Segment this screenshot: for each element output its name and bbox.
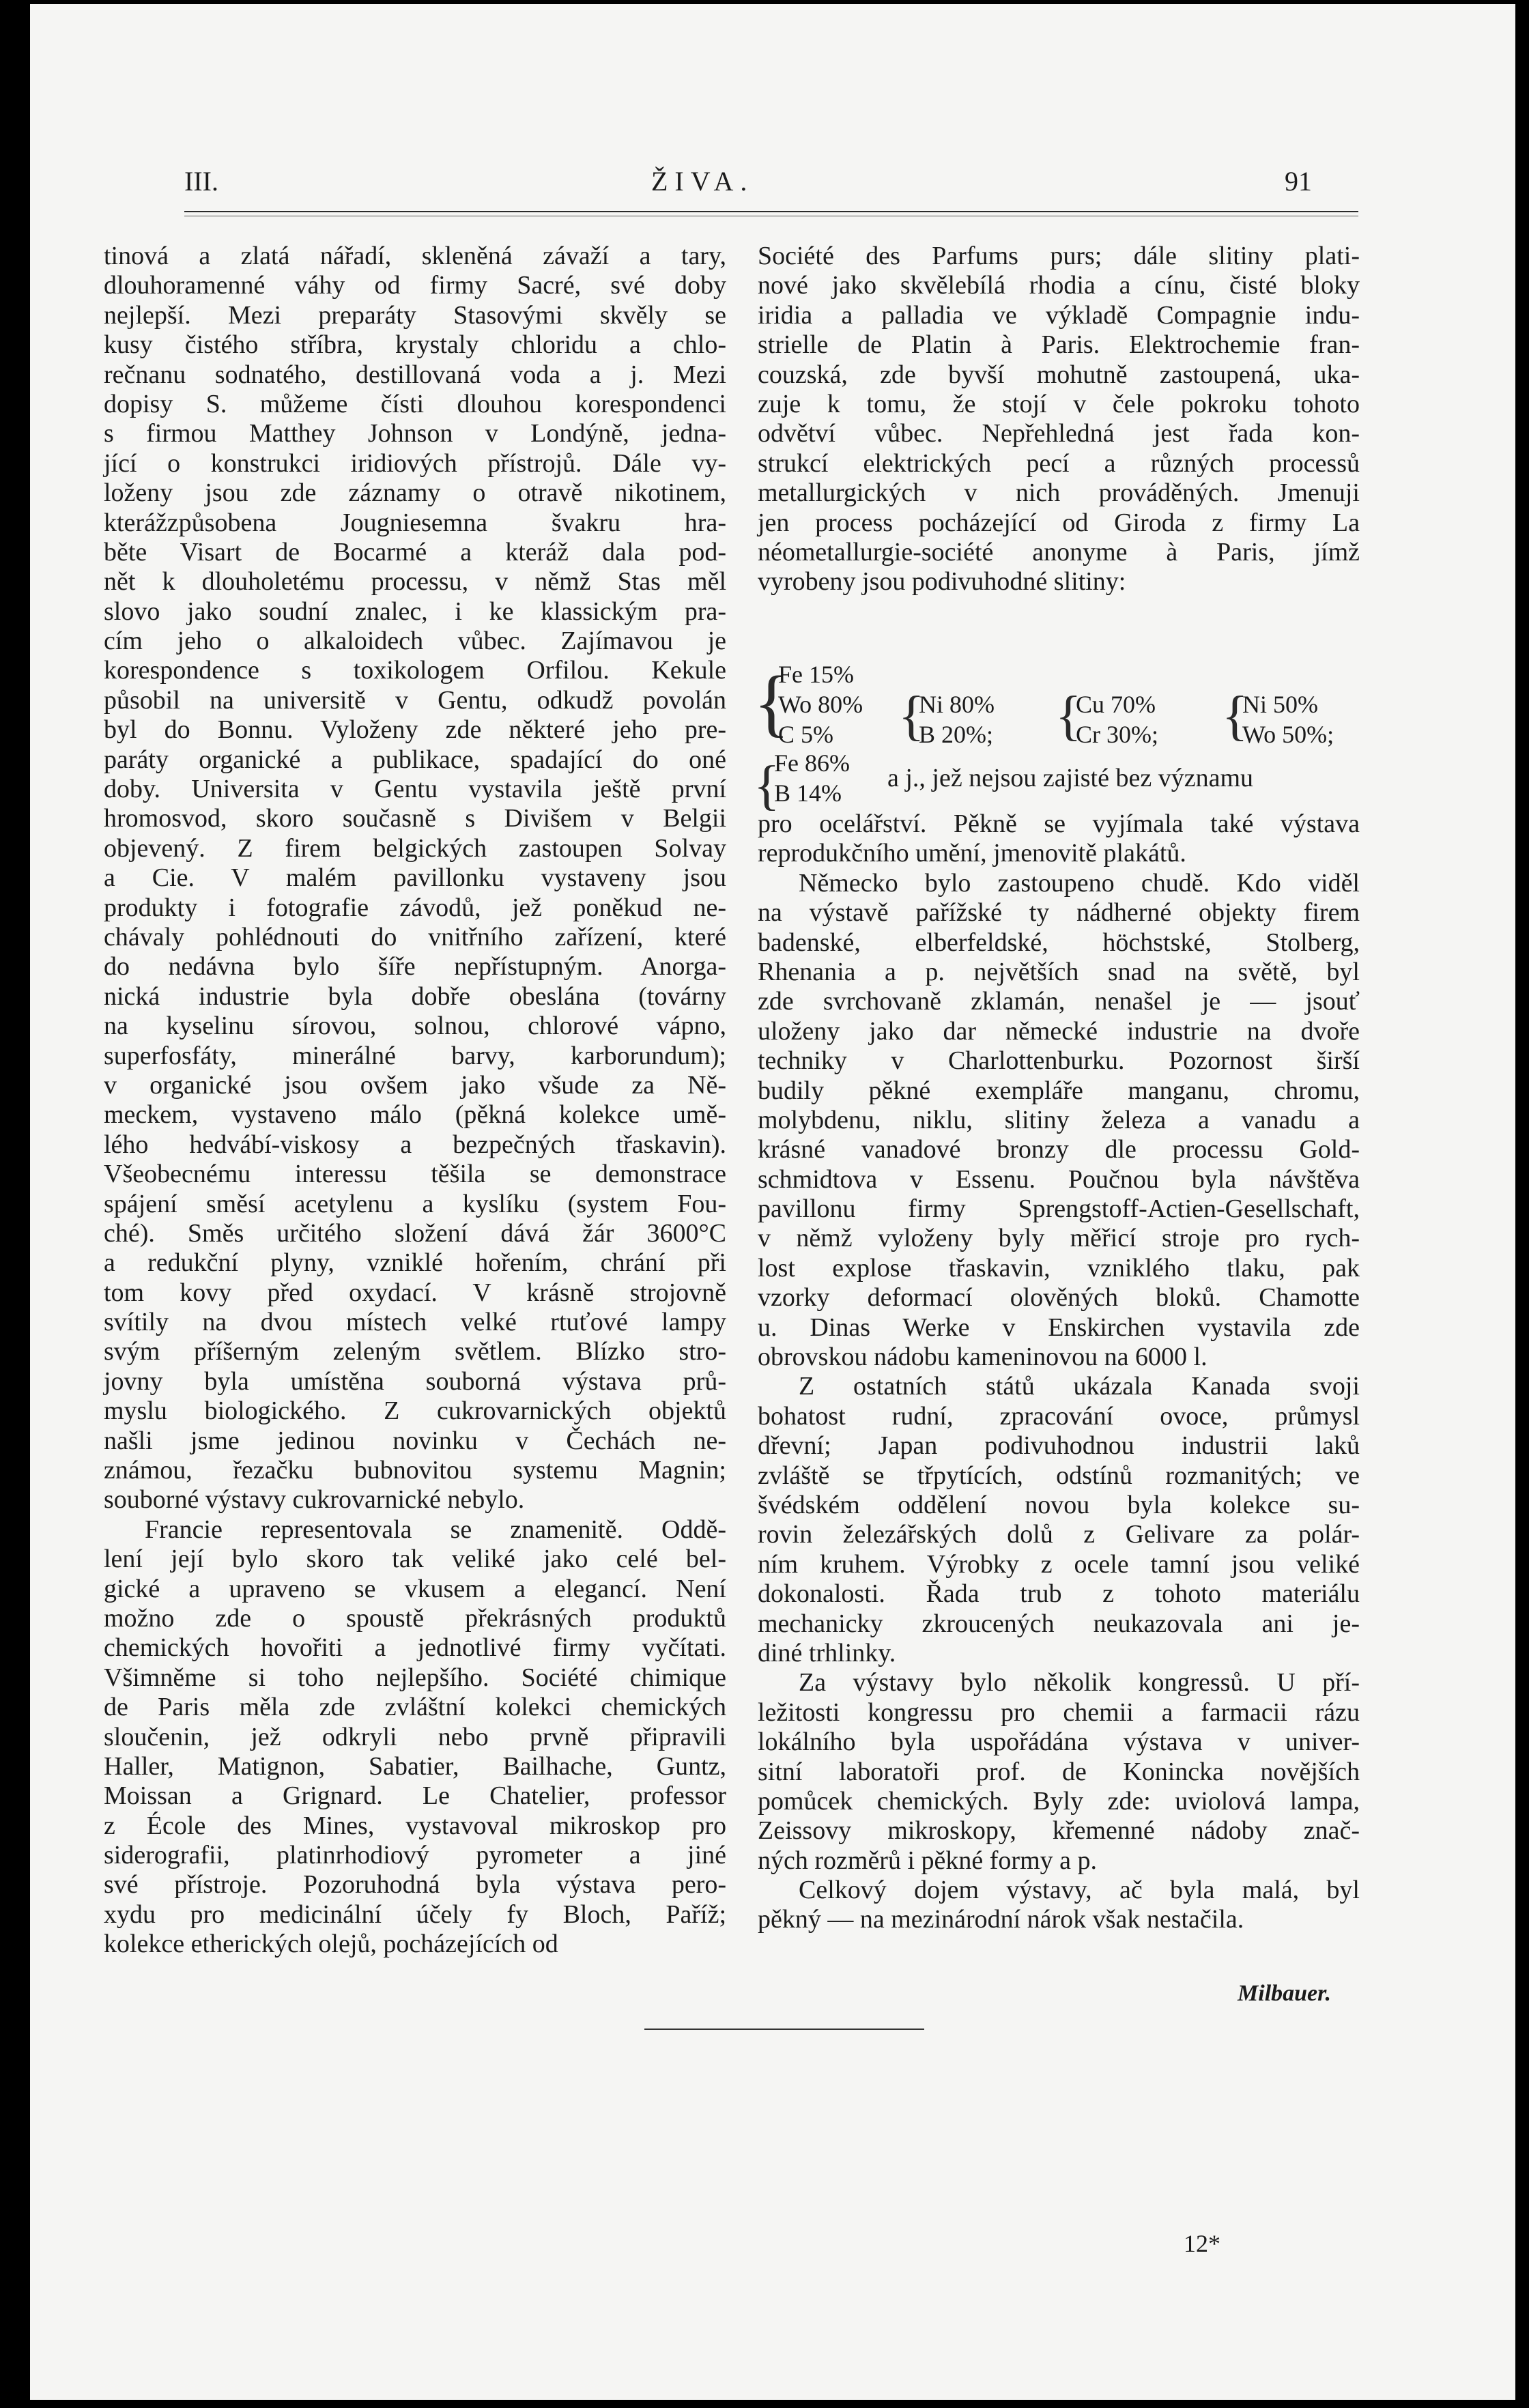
text-line: známou, řezačku bubnovitou systemu Magnin; <box>104 1456 726 1485</box>
text-line: a Cie. V malém pavillonku vystaveny jsou <box>104 863 726 893</box>
text-line: na kyselinu sírovou, solnou, chlorové vápno, <box>104 1012 726 1041</box>
text-line: xydu pro medicinální účely fy Bloch, Paříž; <box>104 1900 726 1929</box>
text-line: Zeissovy mikroskopy, křemenné nádoby znač- <box>758 1816 1360 1846</box>
text-line: obrovskou nádobu kameninovou na 6000 l. <box>758 1343 1208 1372</box>
text-line: pavillonu firmy Sprengstoff-Actien-Gesellschaft, <box>758 1194 1360 1224</box>
text-line: pěkný — na mezinárodní nárok však nestačila. <box>758 1905 1244 1934</box>
text-line: pomůcek chemických. Byly zde: uviolová lampa, <box>758 1786 1360 1816</box>
text-line: superfosfáty, minerálné barvy, karborundum); <box>104 1041 726 1070</box>
text-line: kolekce etherických olejů, pocházejících od <box>104 1930 558 1959</box>
text-line: vzorky deformací olověných bloků. Chamotte <box>758 1283 1360 1313</box>
text-line: vyrobeny jsou podivuhodné slitiny: <box>758 567 1126 597</box>
text-line: spájení směsí acetylenu a kyslíku (system Fou- <box>104 1189 726 1218</box>
text-line: Za výstavy bylo několik kongressů. U pří- <box>799 1668 1360 1697</box>
text-line: zde svrchovaně zklamán, nenašel je — jsouť <box>758 987 1360 1016</box>
alloy-line: Ni 80% <box>919 691 995 718</box>
alloy-group-1 <box>778 659 863 749</box>
alloy-line: Ni 50% <box>1242 691 1318 718</box>
alloy-tail-text: a j., jež nejsou zajisté bez významu <box>887 764 1254 792</box>
brace-icon: { <box>1222 686 1248 746</box>
text-line: z École des Mines, vystavoval mikroskop pro <box>104 1811 726 1840</box>
right-column-top <box>758 242 1360 597</box>
text-line: slovo jako soudní znalec, i ke klassickým pra- <box>104 597 726 626</box>
text-line: u. Dinas Werke v Enskirchen vystavila zde <box>758 1313 1360 1342</box>
text-line: svým příšerným zeleným světlem. Blízko stro- <box>104 1337 726 1366</box>
text-line: hromosvod, skoro současně s Divišem v Belgii <box>104 804 726 833</box>
text-line: diné trhlinky. <box>758 1638 896 1667</box>
alloy-line: Wo 50%; <box>1242 721 1334 748</box>
text-line: zvláště se třpytících, odstínů rozmanitých; ve <box>758 1461 1360 1490</box>
text-line: siderografii, platinrhodiový pyrometer a jiné <box>104 1841 726 1870</box>
text-line: ním kruhem. Výrobky z ocele tamní jsou veliké <box>758 1549 1360 1579</box>
header-title: ŽIVA. <box>651 166 754 197</box>
text-line: Německo bylo zastoupeno chudě. Kdo viděl <box>799 868 1360 898</box>
text-line: rovin železářských dolů z Gelivare za polár- <box>758 1520 1360 1549</box>
alloy-group-5 <box>774 748 850 808</box>
brace-icon: { <box>754 756 780 816</box>
text-line: kusy čistého stříbra, krystaly chloridu a chlo- <box>104 330 726 360</box>
alloy-line: B 20%; <box>919 721 994 748</box>
text-line: v organické jsou ovšem jako všude za Ně- <box>104 1070 726 1100</box>
text-line: souborné výstavy cukrovarnické nebylo. <box>104 1485 525 1515</box>
text-line: badenské, elberfeldské, höchstské, Stolberg, <box>758 928 1360 957</box>
text-line: v němž vyloženy byly měřicí stroje pro rych- <box>758 1224 1360 1253</box>
text-line: lost explose třaskavin, vzniklého tlaku, pak <box>758 1253 1360 1282</box>
author-signature: Milbauer. <box>1238 1981 1331 2006</box>
text-line: svítily na dvou místech velké rtuťové lampy <box>104 1308 726 1337</box>
text-line: nět k dlouholetému processu, v němž Stas měl <box>104 567 726 597</box>
text-line: iridia a palladia ve výkladě Compagnie indu- <box>758 300 1360 330</box>
text-line: mechanicky zkroucených neukazovala ani je- <box>758 1609 1360 1638</box>
text-line: Francie representovala se znamenitě. Oddě- <box>145 1515 726 1544</box>
header-rule <box>184 211 1358 212</box>
text-line: pro ocelářství. Pěkně se vyjímala také výstava <box>758 809 1360 838</box>
text-line: reprodukčního umění, jmenovitě plakátů. <box>758 839 1186 868</box>
text-line: odvětví vůbec. Nepřehledná jest řada kon- <box>758 419 1360 448</box>
text-line: gické a upraveno se vkusem a elegancí. Není <box>104 1574 726 1603</box>
text-line: rečnanu sodnatého, destillovaná voda a j. Mezi <box>104 360 726 389</box>
text-line: nická industrie byla dobře obeslána (továrny <box>104 981 726 1011</box>
text-line: Rhenania a p. největších snad na světě, byl <box>758 957 1360 986</box>
text-line: na výstavě pařížské ty nádherné objekty firem <box>758 898 1360 928</box>
text-line: Z ostatních států ukázala Kanada svoji <box>799 1372 1360 1401</box>
text-line: cím jeho o alkaloidech vůbec. Zajímavou je <box>104 627 726 656</box>
text-line: s firmou Matthey Johnson v Londýně, jedna- <box>104 419 726 448</box>
text-line: dlouhoramenné váhy od firmy Sacré, své doby <box>104 271 726 300</box>
text-line: uloženy jako dar německé industrie na dvoře <box>758 1016 1360 1046</box>
text-line: korespondence s toxikologem Orfilou. Kekule <box>104 656 726 685</box>
text-line: Celkový dojem výstavy, ač byla malá, byl <box>799 1876 1360 1905</box>
alloy-group-4 <box>1242 689 1334 749</box>
text-line: ležitosti kongressu pro chemii a farmacii rázu <box>758 1697 1360 1727</box>
text-line: molybdenu, niklu, slitiny železa a vanadu a <box>758 1105 1360 1134</box>
text-line: meckem, vystaveno málo (pěkná kolekce umě- <box>104 1100 726 1130</box>
text-line: strukcí elektrických pecí a různých processů <box>758 448 1360 478</box>
text-line: produkty i fotografie závodů, jež poněkud ne- <box>104 893 726 922</box>
text-line: budily pěkné exempláře manganu, chromu, <box>758 1076 1360 1105</box>
text-line: kterážzpůsobena Jougniesemna švakru hra- <box>104 508 726 537</box>
header-page-number: 91 <box>1285 166 1312 197</box>
text-line: Moissan a Grignard. Le Chatelier, professor <box>104 1781 726 1811</box>
text-line: chemických hovořiti a jednotlivé firmy vyčítati. <box>104 1633 726 1663</box>
text-line: de Paris měla zde zvláštní kolekci chemických <box>104 1693 726 1722</box>
text-line: sitní laboratoři prof. de Konincka novějších <box>758 1757 1360 1786</box>
text-line: krásné vanadové bronzy dle processu Gold- <box>758 1135 1360 1164</box>
alloy-group-2 <box>919 689 995 749</box>
text-line: zuje k tomu, že stojí v čele pokroku tohoto <box>758 389 1360 418</box>
text-line: dokonalosti. Řada trub z tohoto materiálu <box>758 1579 1360 1609</box>
end-rule <box>644 2029 924 2030</box>
alloy-line: Fe 15% <box>778 661 854 688</box>
text-line: Haller, Matignon, Sabatier, Bailhache, Guntz, <box>104 1751 726 1781</box>
header-volume: III. <box>184 166 218 197</box>
text-line: jící o konstrukci iridiových přístrojů. Dále vy- <box>104 448 726 478</box>
text-line: myslu biologického. Z cukrovarnických objektů <box>104 1396 726 1426</box>
text-line: působil na universitě v Gentu, odkudž povolán <box>104 685 726 715</box>
text-line: tom kovy před oxydací. V krásně strojovně <box>104 1278 726 1307</box>
text-line: jovny byla umístěna souborná výstava prů- <box>104 1366 726 1396</box>
text-line: loženy jsou zde záznamy o otravě nikotinem, <box>104 478 726 508</box>
text-line: byl do Bonnu. Vyloženy zde některé jeho pre- <box>104 715 726 745</box>
text-line: do nedávna bylo šíře nepřístupným. Anorga- <box>104 952 726 981</box>
text-line: chávaly pohlédnouti do vnitřního zařízení, které <box>104 922 726 951</box>
text-line: Všimněme si toho nejlepšího. Société chimique <box>104 1663 726 1692</box>
left-column <box>104 242 726 1960</box>
alloy-line: C 5% <box>778 721 833 748</box>
text-line: švédském oddělení novou byla kolekce su- <box>758 1490 1360 1519</box>
text-line: Všeobecnému interessu těšila se demonstrace <box>104 1160 726 1189</box>
brace-icon: { <box>754 661 790 744</box>
alloy-line: Wo 80% <box>778 691 863 718</box>
text-line: Société des Parfums purs; dále slitiny plati- <box>758 242 1360 270</box>
alloy-line: Cr 30%; <box>1076 721 1158 748</box>
text-line: lení její bylo skoro tak veliké jako celé bel- <box>104 1545 726 1574</box>
text-line: bohatost rudní, zpracování ovoce, průmysl <box>758 1401 1360 1431</box>
text-line: nejlepší. Mezi preparáty Stasovými skvěly se <box>104 300 726 330</box>
alloy-line: B 14% <box>774 779 842 807</box>
text-line: dřevní; Japan podivuhodnou industrii laků <box>758 1431 1360 1461</box>
text-line: lokálního byla uspořádána výstava v univer- <box>758 1728 1360 1757</box>
text-line: jen process pocházející od Giroda z firmy La <box>758 508 1360 537</box>
signature-mark: 12* <box>1184 2230 1220 2257</box>
text-line: nové jako skvělebílá rhodia a cínu, čisté bloky <box>758 271 1360 300</box>
text-line: možno zde o spoustě překrásných produktů <box>104 1603 726 1633</box>
text-line: ných rozměrů i pěkné formy a p. <box>758 1846 1097 1875</box>
text-line: lého hedvábí-viskosy a bezpečných třaskavin). <box>104 1130 726 1159</box>
text-line: doby. Universita v Gentu vystavila ještě první <box>104 775 726 804</box>
text-line: a redukční plyny, vzniklé hořením, chrání při <box>104 1248 726 1278</box>
page <box>30 4 1515 2400</box>
brace-icon: { <box>1055 686 1082 746</box>
text-line: dopisy S. můžeme čísti dlouhou korespondenci <box>104 389 726 418</box>
text-line: strielle de Platin à Paris. Elektrochemie fran- <box>758 330 1360 360</box>
text-line: paráty organické a publikace, spadající do oné <box>104 745 726 774</box>
text-line: schmidtova v Essenu. Poučnou byla návštěva <box>758 1164 1360 1194</box>
text-line: tinová a zlatá nářadí, skleněná závaží a tary, <box>104 242 726 270</box>
alloy-line: Fe 86% <box>774 749 850 777</box>
text-line: objevený. Z firem belgických zastoupen Solvay <box>104 833 726 863</box>
text-line: techniky v Charlottenburku. Pozornost širší <box>758 1046 1360 1076</box>
text-line: metallurgických v nich prováděných. Jmenuji <box>758 478 1360 508</box>
text-line: sloučenin, jež odkryli nebo prvně připravili <box>104 1722 726 1751</box>
text-line: néometallurgie-société anonyme à Paris, jímž <box>758 537 1360 567</box>
alloy-line: Cu 70% <box>1076 691 1156 718</box>
text-line: své přístroje. Pozoruhodná byla výstava pero- <box>104 1870 726 1900</box>
brace-icon: { <box>898 686 925 746</box>
text-line: běte Visart de Bocarmé a kteráž dala pod- <box>104 537 726 567</box>
right-column-bottom <box>758 809 1360 1935</box>
alloy-group-3 <box>1076 689 1158 749</box>
text-line: couzská, zde byvší mohutně zastoupená, uka- <box>758 360 1360 389</box>
text-line: našli jsme jedinou novinku v Čechách ne- <box>104 1426 726 1455</box>
text-line: ché). Směs určitého složení dává žár 3600°C <box>104 1218 726 1248</box>
